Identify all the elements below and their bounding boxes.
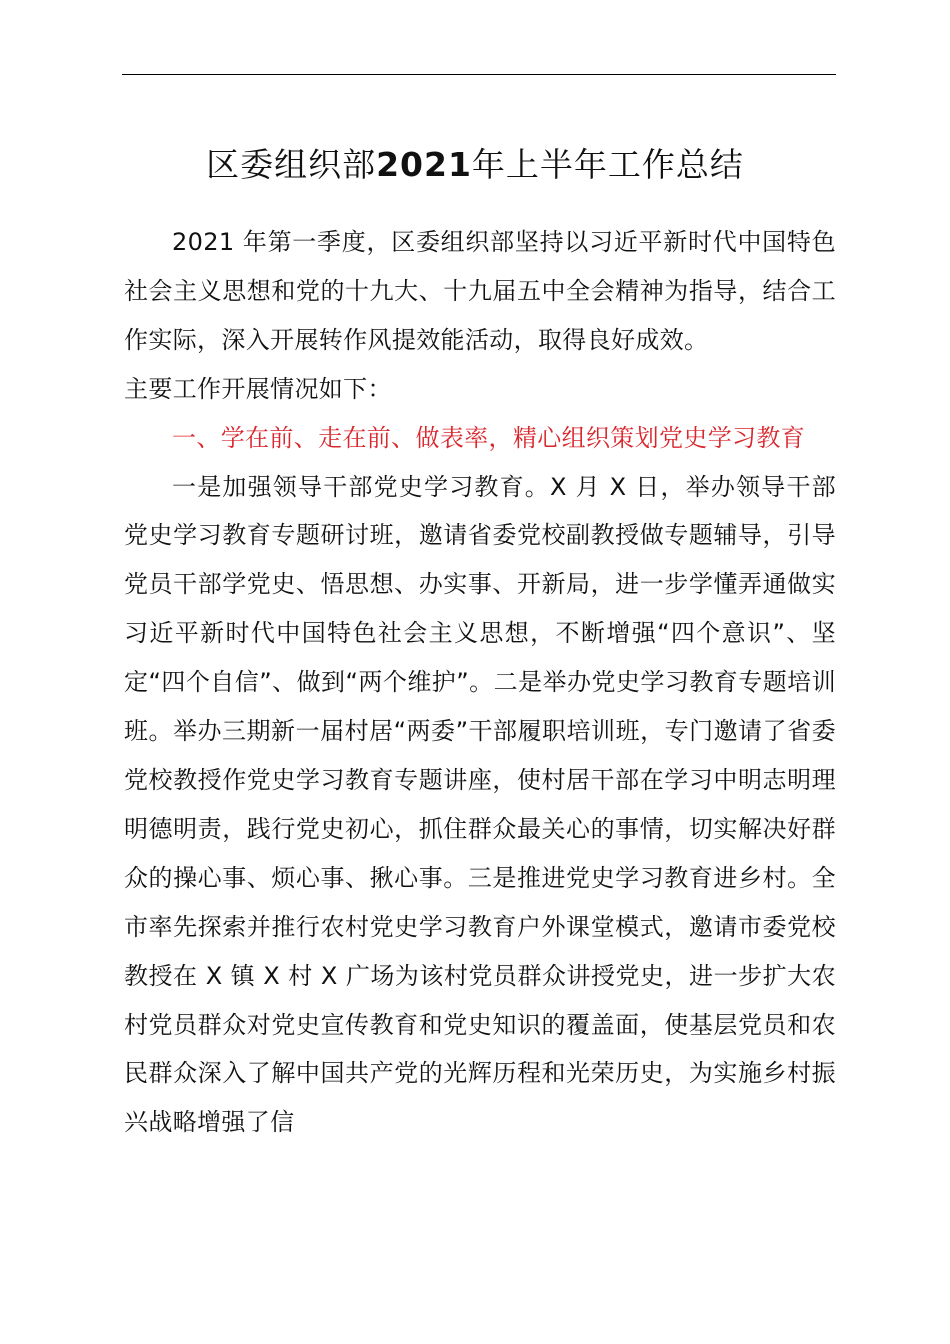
document-title [0, 140, 950, 190]
body-paragraph: 一是加强领导干部党史学习教育。X 月 X 日，举办领导干部党史学习教育专题研讨班，邀请省委党校副教授做专题辅导，引导党员干部学党史、悟思想、办实事、开新局，进一步学懂弄通做实习近平新时代中国特色社会主义思想，不断增强“四个意识”、坚定“四个自信”、做到“两个维护”。二是举办党史学习教育专题培训班。举办三期新一届村居“两委”干部履职培训班，专门邀请了省委党校教授作党史学习教育专题讲座，使村居干部在学习中明志明理明德明责，践行党史初心，抓住群众最关心的事情，切实解决好群众的操心事、烦心事、揪心事。三是推进党史学习教育进乡村。全市率先探索并推行农村党史学习教育户外课堂模式，邀请市委党校教授在 X 镇 X 村 X 广场为该村党员群众讲授党史，进一步扩大农村党员群众对党史宣传教育和党史知识的覆盖面，使基层党员和农民群众深入了解中国共产党的光辉历程和光荣历史，为实施乡村振兴战略增强了信 [124, 472, 836, 1137]
section-heading: 一、学在前、走在前、做表率，精心组织策划党史学习教育 [172, 423, 806, 452]
title-year: 2021 [376, 145, 472, 184]
document-body [124, 218, 836, 1147]
title-prefix: 区委组织部 [206, 145, 377, 184]
title-suffix: 年上半年工作总结 [471, 145, 744, 184]
intro-paragraph: 2021 年第一季度，区委组织部坚持以习近平新时代中国特色社会主义思想和党的十九大、十九届五中全会精神为指导，结合工作实际，深入开展转作风提效能活动，取得良好成效。 [124, 228, 836, 354]
overview-paragraph: 主要工作开展情况如下： [124, 374, 392, 403]
header-rule [122, 74, 836, 75]
